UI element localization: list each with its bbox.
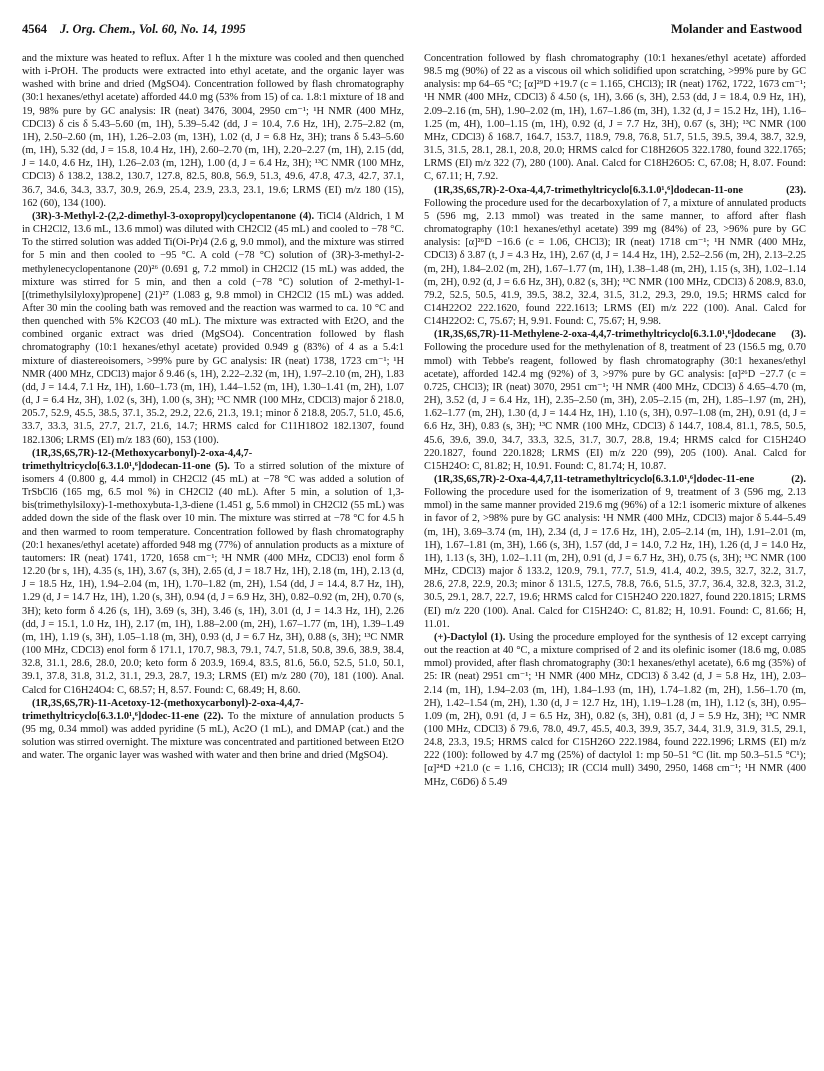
paragraph [22,697,404,763]
paragraph [22,447,404,697]
paragraph [22,52,404,210]
paragraph-text: Following the procedure used for the decarboxylation of 7, a mixture of annulated products 5 (596 mg, 2.13 mmol) was treated in the same manner, to afford after flash chromatography (10:1 hexanes/ethyl acetate) 399 mg (84%) of 23, >96% pure by GC analysis: [α]²⁶D −16.6 (c = 1.06, CHCl3); IR (neat) 1718 cm⁻¹; ¹H NMR (400 MHz, CDCl3) δ 3.87 (t, J = 4.3 Hz, 1H), 2.67 (d, J = 14.4 Hz, 1H), 2.52–2.56 (m, 2H), 2.13–2.25 (m, 2H), 1.84–2.02 (m, 2H), 1.67–1.77 (m, 1H), 1.38–1.48 (m, 2H), 1.15 (s, 3H), 1.02–1.14 (m, 2H), 0.92 (d, J = 6.6 Hz, 3H), 0.82 (s, 3H); ¹³C NMR (100 MHz, CDCl3) δ 208.9, 83.0, 79.2, 52.5, 50.5, 41.9, 39.5, 38.2, 32.4, 31.5, 31.2, 29.3, 29.0, 19.5; HRMS calcd for C14H22O2 222.1620, found 222.1613; LRMS (EI) m/z 222 (100). Anal. Calcd for C14H22O2: C, 75.67; H, 9.91. Found: C, 75.67; H, 9.98. [424,197,806,328]
running-authors: Molander and Eastwood [670,22,802,36]
running-header [22,22,802,40]
paragraph [424,328,806,473]
compound-title: (3R)-3-Methyl-2-(2,2-dimethyl-3-oxopropyl)cyclopentanone (4). [32,210,315,222]
paragraph [424,631,806,789]
journal-citation: J. Org. Chem., Vol. 60, No. 14, 1995 [60,22,246,36]
paragraph-text: Using the procedure employed for the synthesis of 12 except carrying out the reaction at 40 °C, a mixture comprised of 2 and its olefinic isomer (18.6 mg, 0.085 mmol) provided, after flash chromatography (30:1 hexanes/ethyl acetate), 6.6 mg (35%) of 25: IR (neat) 2951 cm⁻¹; ¹H NMR (400 MHz, CDCl3) δ 3.42 (d, J = 5.8 Hz, 1H), 2.03–2.14 (m, 1H), 1.94–2.03 (m, 1H), 1.84–1.93 (m, 1H), 1.74–1.82 (m, 2H), 1.56–1.70 (m, 2H), 1.42–1.54 (m, 2H), 1.30 (d, J = 12.7 Hz, 1H), 1.19–1.28 (m, 1H), 1.12 (s, 3H), 0.95–1.09 (m, 2H), 0.91 (d, J = 6.5 Hz, 3H), 0.82 (s, 3H), 0.81 (d, J = 5.9 Hz, 3H); ¹³C NMR (100 MHz, CDCl3) δ 79.6, 78.0, 49.7, 45.5, 40.3, 39.9, 35.7, 34.4, 31.9, 31.9, 31.5, 29.1, 24.8, 23.3, 19.5; HRMS calcd for C15H26O 222.1984, found 222.1996; LRMS (EI) m/z 222 (100): followed by 4.7 mg (25%) of dactylol 1: mp 50–51 °C (lit. mp 50.3–51.5 °C¹); [α]²⁴D +21.0 (c = 1.16, CHCl3); IR (CCl4 mull) 3490, 2950, 1468 cm⁻¹; ¹H NMR (400 MHz, C6D6) δ 5.49 [424,631,806,788]
paragraph [424,184,806,329]
paragraph-text: Following the procedure used for the isomerization of 9, treatment of 3 (596 mg, 2.13 mmol) in the same manner provided 219.6 mg (96%) of a 12:1 isomeric mixture of alkenes in favor of 2, >98% pure by GC analysis: ¹H NMR (400 MHz, CDCl3) major δ 5.44–5.49 (m, 1H), 3.69–3.74 (m, 1H), 2.34 (d, J = 17.6 Hz, 1H), 2.05–2.14 (m, 1H), 1.91–2.01 (m, 1H), 1.67–1.81 (m, 3H), 1.66 (s, 3H), 1.57 (dd, J = 14.0, 7.2 Hz, 1H), 1.26 (d, J = 14.0 Hz, 1H), 1.13 (s, 3H), 1.02–1.11 (m, 2H), 0.91 (d, J = 6.7 Hz, 3H), 0.75 (s, 3H); ¹³C NMR (100 MHz, CDCl3) major δ 133.2, 120.9, 79.1, 77.7, 51.9, 41.4, 40.2, 39.5, 32.7, 32.2, 31.7, 28.6, 27.8, 22.9, 20.3; minor δ 131.5, 127.5, 78.8, 76.6, 51.5, 37.7, 36.4, 32.8, 32.3, 31.2, 30.5, 29.1, 28.7, 22.7, 19.6; HRMS calcd for C15H24O 220.1827, found 220.1815; LRMS (EI) m/z 220 (100). Anal. Calcd for C15H24O: C, 81.82; H, 10.91. Found: C, 81.66; H, 11.01. [424,487,806,630]
compound-title: (1R,3S,6S,7R)-12-(Methoxycarbonyl)-2-oxa-4,4,7-trimethyltricyclo[6.3.1.0¹,⁶]dodecan-11-one (5). [22,447,253,472]
compound-title: (+)-Dactylol (1). [434,631,506,643]
paragraph-text: To the mixture of annulation products 5 (95 mg, 0.34 mmol) was added pyridine (5 mL), Ac2O (1 mL), and DMAP (cat.) and the solution was stirred overnight. The mixture was concentrated and partitioned between Et2O and water. The organic layer was washed with water and then brine and dried (MgSO4). [22,710,404,762]
paragraph [424,52,806,184]
right-column [424,52,806,1060]
paragraph [424,473,806,631]
paragraph-text: TiCl4 (Aldrich, 1 M in CH2Cl2, 13.6 mL, 13.6 mmol) was diluted with CH2Cl2 (45 mL) and cooled to −78 °C. To the stirred solution was added Ti(Oi-Pr)4 (2.6 g, 9.0 mmol), and the mixture was stirred for 5 min and then cooled to −95 °C. A cold (−78 °C) solution of (3R)-3-methyl-2-methylenecyclopentanone (20)²⁶ (0.691 g, 7.2 mmol) in CH2Cl2 (15 mL) was added, the mixture was stirred for 5 min, and then a cold (−78 °C) solution of 2-methyl-1-[(trimethylsilyloxy)propene] (21)²⁷ (1.083 g, 9.8 mmol) in CH2Cl2 (15 mL) was added. After 30 min the cooling bath was removed and the reaction was warmed to ca. 10 °C and then quenched with 5% K2CO3 (40 mL). The mixture was extracted with Et2O, and the combined organic extract was dried (MgSO4). Concentration followed by flash chromatography (10:1 hexanes/ethyl acetate) provided 0.949 g (83%) of 4 as a 5.4:1 mixture of diastereoisomers, >99% pure by GC analysis: IR (neat) 1738, 1723 cm⁻¹; ¹H NMR (400 MHz, CDCl3) major δ 9.46 (s, 1H), 2.22–2.32 (m, 1H), 1.97–2.10 (m, 2H), 1.83 (dd, J = 14.4, 7.1 Hz, 1H), 1.60–1.73 (m, 1H), 1.44–1.52 (m, 1H), 1.30–1.41 (m, 2H), 1.07 (d, J = 6.4 Hz, 3H), 1.02 (s, 3H), 1.00 (s, 3H); ¹³C NMR (100 MHz, CDCl3) major δ 218.0, 205.7, 52.9, 45.5, 38.5, 37.1, 35.2, 29.2, 22.6, 21.3, 19.1; minor δ 218.8, 205.7, 51.0, 45.6, 33.7, 33.3, 31.5, 27.7, 21.7, 21.6, 14.7; HRMS calcd for C11H18O2 182.1307, found 182.1306; LRMS (EI) m/z 183 (60), 153 (100). [22,210,404,446]
paragraph-text: Concentration followed by flash chromatography (10:1 hexanes/ethyl acetate) afforded 98.5 mg (90%) of 22 as a viscous oil which solidified upon scratching, >99% pure by GC analysis: mp 64–65 °C; [α]²⁹D +19.7 (c = 1.165, CHCl3); IR (neat) 1762, 1722, 1673 cm⁻¹; ¹H NMR (400 MHz, CDCl3) δ 4.50 (s, 1H), 3.66 (s, 3H), 2.53 (dd, J = 18.4, 0.9 Hz, 1H), 2.09–2.16 (m, 5H), 1.90–2.02 (m, 1H), 1.67–1.86 (m, 3H), 1.32 (d, J = 15.2 Hz, 1H), 1.16–1.25 (m, 4H), 1.00–1.15 (m, 1H), 0.92 (d, J = 7.7 Hz, 3H), 0.67 (s, 3H); ¹³C NMR (100 MHz, CDCl3) δ 168.7, 164.7, 153.7, 118.9, 79.8, 76.8, 51.7, 51.5, 39.5, 39.4, 38.7, 32.9, 31.5, 31.5, 28.1, 28.1, 20.8, 20.0; HRMS calcd for C18H26O5 322.1780, found 322.1765; LRMS (EI) m/z 322 (7), 280 (100). Anal. Calcd for C18H26O5: C, 67.08; H, 8.07. Found: C, 67.11; H, 7.92. [424,53,806,183]
paragraph-text: To a stirred solution of the mixture of isomers 4 (0.800 g, 4.4 mmol) in CH2Cl2 (45 mL) at −78 °C was added a solution of TrSbCl6 (165 mg, 6.5 mol %) in CH2Cl2 (40 mL). After 5 min, a solution of 1,3-bis(trimethylsiloxy)-1-methoxybuta-1,3-diene (1.451 g, 5.6 mmol) in CH2Cl2 (55 mL) was added down the side of the flask over 10 min. The mixture was stirred at −78 °C for 4.5 h and then warmed to room temperature. Concentration followed by flash chromatography (20:1 hexanes/ethyl acetate) afforded 948 mg (77%) of annulation products as a mixture of tautomers: IR (neat) 1741, 1720, 1658 cm⁻¹; ¹H NMR (400 MHz, CDCl3) enol form δ 12.20 (br s, 1H), 4.35 (s, 1H), 3.67 (s, 3H), 2.65 (d, J = 18.7 Hz, 1H), 2.18 (m, 1H), 2.13 (d, J = 18.5 Hz, 1H), 1.94–2.04 (m, 1H), 1.70–1.82 (m, 2H), 1.54 (dd, J = 14.4, 8.7 Hz, 1H), 1.29 (d, J = 14.7 Hz, 1H), 1.20 (s, 3H), 0.94 (d, J = 6.9 Hz, 3H), 0.82–0.92 (m, 2H), 0.70 (s, 3H); keto form δ 4.26 (s, 1H), 3.69 (s, 3H), 3.46 (s, 1H), 3.01 (d, J = 14.3 Hz, 1H), 2.26 (dd, J = 15.1, 1.0 Hz, 1H), 2.17 (m, 1H), 1.88–2.00 (m, 2H), 1.67–1.77 (m, 1H), 1.39–1.49 (m, 1H), 1.19 (s, 3H), 1.05–1.18 (m, 3H), 0.93 (d, J = 6.7 Hz, 3H), 0.88 (s, 3H); ¹³C NMR (100 MHz, CDCl3) enol form δ 171.1, 170.7, 98.3, 79.1, 74.7, 51.8, 50.8, 39.6, 38.9, 38.4, 32.8, 31.1, 28.6, 28.0, 20.0; keto form δ 203.9, 169.4, 83.5, 81.6, 56.0, 52.5, 51.0, 50.1, 39.1, 37.8, 31.8, 31.2, 31.1, 29.3, 28.7, 19.3; LRMS (EI) m/z 280 (70), 181 (100). Anal. Calcd for C16H24O4: C, 68.57; H, 8.57. Found: C, 68.49; H, 8.60. [22,460,404,696]
paragraph-text: Following the procedure used for the methylenation of 8, treatment of 23 (156.5 mg, 0.70 mmol) with Tebbe's reagent, followed by flash chromatography (30:1 hexanes/ethyl acetate), afforded 142.4 mg (92%) of 3, >97% pure by GC analysis: [α]²⁶D −27.7 (c = 0.725, CHCl3); IR (neat) 3070, 2951 cm⁻¹; ¹H NMR (400 MHz, CDCl3) δ 4.65–4.70 (m, 2H), 3.52 (d, J = 6.4 Hz, 1H), 2.35–2.50 (m, 3H), 2.05–2.15 (m, 2H), 1.85–1.97 (m, 2H), 1.62–1.77 (m, 2H), 1.30 (d, J = 14.4 Hz, 1H), 1.10 (s, 3H), 0.97–1.08 (m, 2H), 0.91 (d, J = 6.6 Hz, 3H), 0.83 (s, 3H); ¹³C NMR (100 MHz, CDCl3) δ 144.7, 108.4, 81.1, 78.5, 50.5, 45.6, 39.6, 39.0, 34.7, 33.3, 32.5, 31.7, 30.7, 28.8, 19.4; HRMS calcd for C15H24O 220.1827, found 220.1828; LRMS (EI) m/z 220 (99), 205 (100). Anal. Calcd for C15H24O: C, 81.82; H, 10.91. Found: C, 81.74; H, 10.87. [424,342,806,472]
compound-title: (1R,3S,6S,7R)-2-Oxa-4,4,7,11-tetramethyltricyclo[6.3.1.0¹,⁶]dodec-11-ene (2). [434,474,806,485]
compound-title: (1R,3S,6S,7R)-2-Oxa-4,4,7-trimethyltricyclo[6.3.1.0¹,⁶]dodecan-11-one (23). [434,184,806,196]
compound-title: (1R,3S,6S,7R)-11-Acetoxy-12-(methoxycarbonyl)-2-oxa-4,4,7-trimethyltricyclo[6.3.1.0¹,⁶]dodec-11-ene (22). [22,697,304,722]
compound-title: (1R,3S,6S,7R)-11-Methylene-2-oxa-4,4,7-trimethyltricyclo[6.3.1.0¹,⁶]dodecane (3). [434,329,806,341]
paragraph-text: and the mixture was heated to reflux. After 1 h the mixture was cooled and then quenched with i-PrOH. The products were extracted into ethyl acetate, and the organic layer was washed with brine and dried (MgSO4). Concentration followed by flash chromatography (30:1 hexanes/ethyl acetate) afforded 44.0 mg (53% from 15) of ca. 1.8:1 mixture of 18 and 19, 98% pure by GC analysis: IR (neat) 3476, 3004, 2950 cm⁻¹; ¹H NMR (400 MHz, CDCl3) δ cis δ 5.43–5.60 (m, 1H), 5.39–5.42 (dd, J = 10.4, 7.6 Hz, 1H), 2.75–2.82 (m, 1H), 2.50–2.60 (m, 1H), 1.26–2.03 (m, 13H), 1.02 (d, J = 6.8 Hz, 3H); trans δ 5.43–5.60 (m, 1H), 5.32 (dd, J = 15.8, 10.4 Hz, 1H), 2.60–2.70 (m, 1H), 2.20–2.27 (m, 1H), 2.15 (dd, J = 14.0, 4.6 Hz, 1H), 1.26–2.03 (m, 12H), 1.00 (d, J = 6.4 Hz, 3H); ¹³C NMR (100 MHz, CDCl3) δ 138.2, 138.2, 130.7, 127.8, 82.5, 80.8, 56.9, 51.3, 49.6, 47.8, 47.3, 42.7, 37.1, 36.7, 34.6, 34.3, 33.7, 30.9, 26.9, 25.4, 23.9, 23.3, 23.1, 19.6; LRMS (EI) m/z 180 (15), 162 (60), 134 (100). [22,53,404,209]
page-number: 4564 [22,22,47,36]
paragraph [22,210,404,447]
left-column [22,52,404,1060]
